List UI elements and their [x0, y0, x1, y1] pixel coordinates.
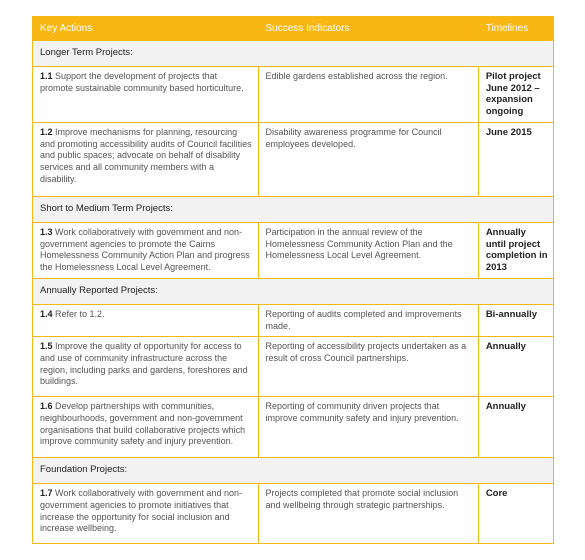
table-row [33, 222, 554, 278]
key-action-cell [33, 397, 259, 458]
action-text: Improve the quality of opportunity for access to and use of community infrastructure across the region, including parks and gardens, foreshores and buildings. [40, 341, 248, 387]
actions-table-container [32, 16, 554, 544]
table-row [33, 337, 554, 397]
success-indicator-cell: Reporting of community driven projects that improve community safety and injury prevention. [258, 397, 478, 458]
section-title: Longer Term Projects: [33, 41, 554, 67]
section-row [33, 458, 554, 484]
timeline-cell: Pilot project June 2012 – expansion ongoing [478, 67, 553, 123]
success-indicator-cell: Reporting of audits completed and improvements made. [258, 304, 478, 336]
action-number: 1.3 [40, 226, 53, 237]
key-action-cell [33, 67, 259, 123]
section-title: Annually Reported Projects: [33, 278, 554, 304]
header-timelines: Timelines [478, 17, 553, 41]
section-title: Short to Medium Term Projects: [33, 196, 554, 222]
action-number: 1.7 [40, 488, 53, 499]
success-indicator-cell: Disability awareness programme for Council employees developed. [258, 122, 478, 196]
success-indicator-cell: Participation in the annual review of the Homelessness Community Action Plan and the Homelessness Local Level Agreement. [258, 222, 478, 278]
table-row [33, 67, 554, 123]
success-indicator-cell: Edible gardens established across the region. [258, 67, 478, 123]
timeline-cell: Bi-annually [478, 304, 553, 336]
table-row [33, 397, 554, 458]
key-action-cell [33, 122, 259, 196]
timeline-cell: Annually [478, 337, 553, 397]
action-number: 1.1 [40, 71, 53, 81]
action-text: Improve mechanisms for planning, resourcing and promoting accessibility audits of Council facilities and public spaces; advocate on behalf of disability services and all community members with a disability. [40, 126, 252, 184]
section-title: Foundation Projects: [33, 458, 554, 484]
actions-table [32, 16, 554, 544]
action-text: Work collaboratively with government and non-government agencies to promote the Cairns Homelessness Community Action Plan and progress the Homelessness Local Level Agreement. [40, 226, 250, 272]
section-row [33, 278, 554, 304]
action-text: Develop partnerships with communities, neighbourhoods, government and non-government organisations that build collaborative projects which improve community safety and injury prevention. [40, 401, 246, 447]
section-row [33, 41, 554, 67]
action-number: 1.5 [40, 341, 53, 352]
key-action-cell [33, 337, 259, 397]
action-text: Support the development of projects that promote sustainable community based horticulture. [40, 71, 244, 93]
success-indicator-cell: Reporting of accessibility projects undertaken as a result of cross Council partnerships. [258, 337, 478, 397]
key-action-cell [33, 484, 259, 544]
action-number: 1.4 [40, 308, 53, 319]
header-success-indicators: Success Indicators [258, 17, 478, 41]
timeline-cell: Annually until project completion in 2013 [478, 222, 553, 278]
timeline-cell: Annually [478, 397, 553, 458]
action-text: Refer to 1.2. [55, 308, 105, 319]
key-action-cell [33, 222, 259, 278]
table-row [33, 122, 554, 196]
table-header-row [33, 17, 554, 41]
timeline-cell: June 2015 [478, 122, 553, 196]
key-action-cell [33, 304, 259, 336]
action-text: Work collaboratively with government and non-government agencies to promote initiatives that increase the opportunity for social inclusion and increase wellbeing. [40, 488, 242, 534]
table-row [33, 304, 554, 336]
table-row [33, 484, 554, 544]
success-indicator-cell: Projects completed that promote social inclusion and wellbeing through strategic partnerships. [258, 484, 478, 544]
action-number: 1.6 [40, 401, 53, 412]
section-row [33, 196, 554, 222]
timeline-cell: Core [478, 484, 553, 544]
header-key-actions: Key Actions [33, 17, 259, 41]
action-number: 1.2 [40, 126, 53, 137]
